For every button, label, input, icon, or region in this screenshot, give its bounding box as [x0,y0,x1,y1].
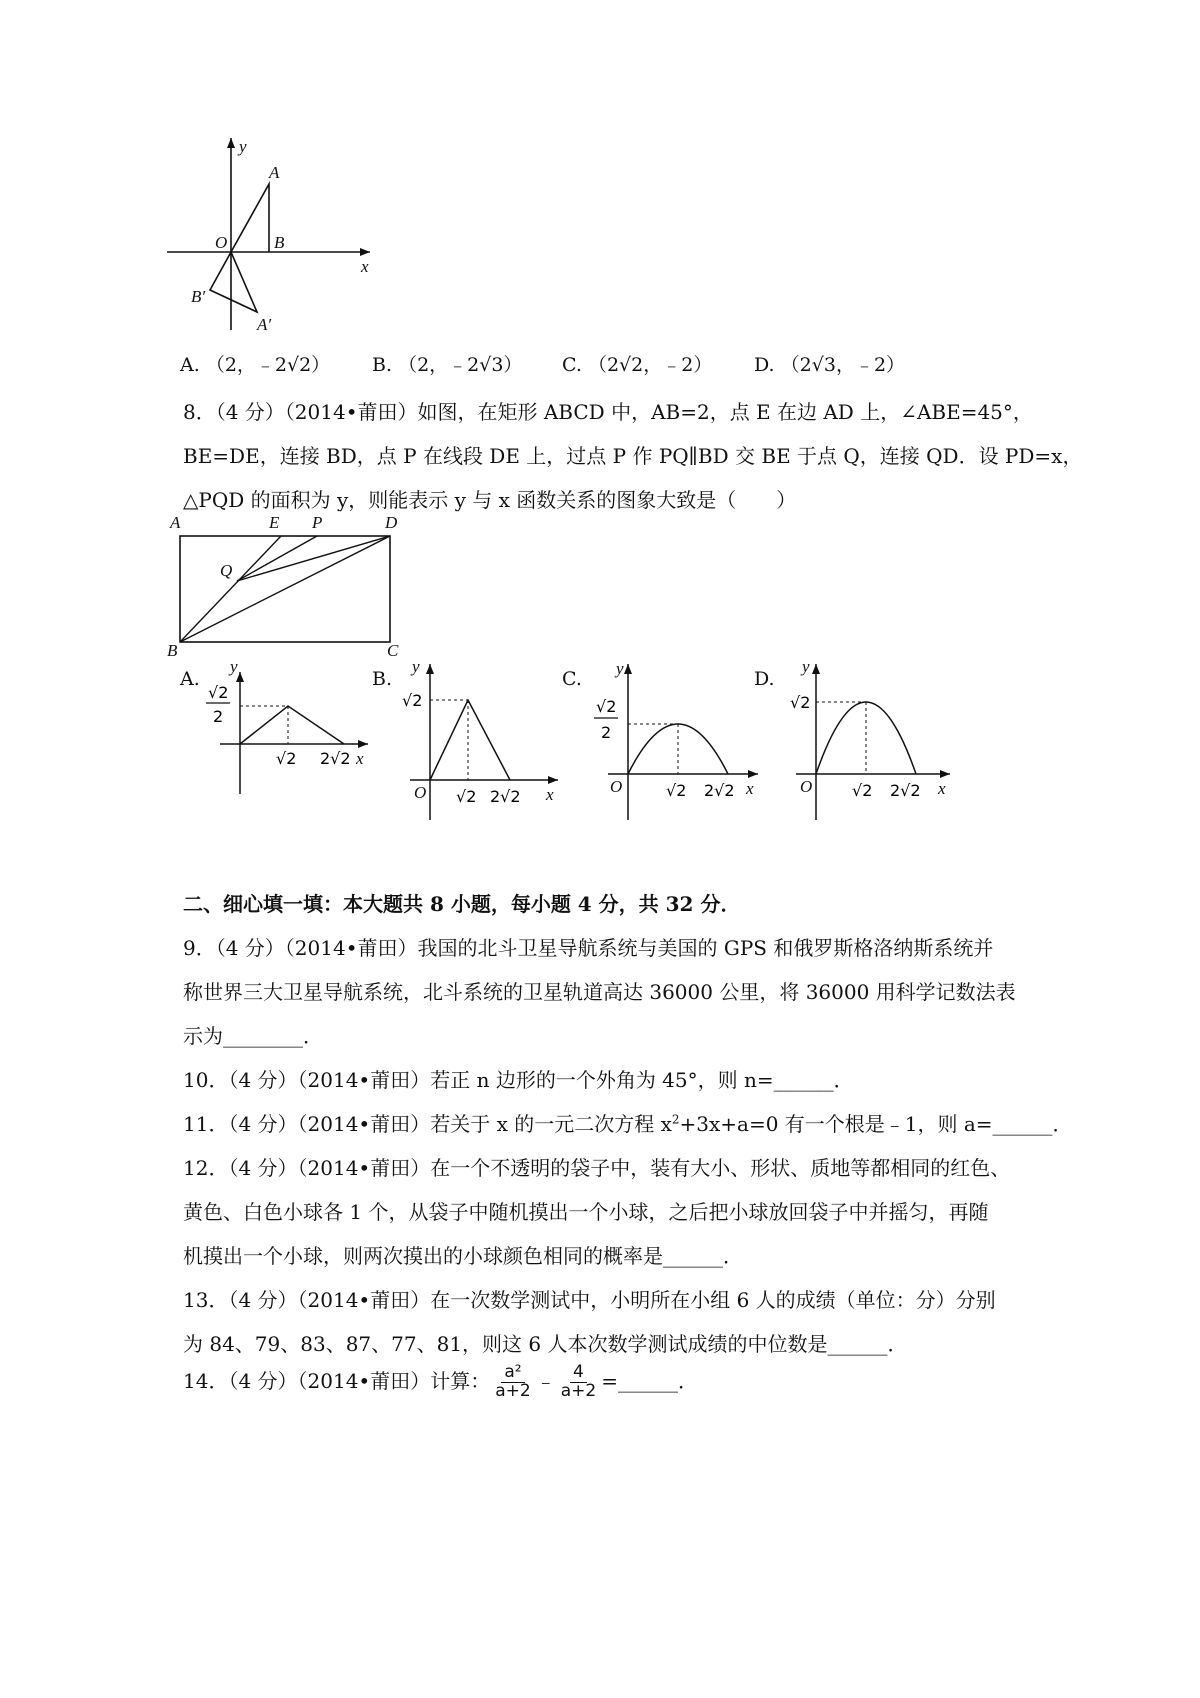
q8-point-a-label: A [170,513,181,532]
q8-b-x-label: x [546,785,554,804]
q7-point-a-prime-label: A′ [257,315,272,334]
q7-point-a-label: A [269,163,280,182]
q8-option-a-graph [200,660,380,800]
q8-option-a-letter: A. [180,668,200,690]
q8-a-frac-den: 2 [213,707,224,726]
q8-a-frac-num: √2 [208,683,229,702]
q8-b-root2-tick: √2 [456,787,477,806]
q8-d-y-label: y [802,657,810,676]
section-2-heading: 二、细心填一填：本大题共 8 小题，每小题 4 分，共 32 分． [183,892,741,916]
q8-point-p-label: P [312,513,323,532]
q14-fraction-1: $\frac{\text{a²}}{a+2}$ [495,1362,531,1401]
q8-a-x-label: x [356,749,364,768]
q8-c-two-root2-tick: 2√2 [704,781,735,800]
q8-option-b-letter: B. [372,668,393,690]
q8-d-root2-tick: √2 [852,781,873,800]
q8-line-3: △PQD 的面积为 y，则能表示 y 与 x 函数关系的图象大致是（ ） [183,488,797,512]
q7-y-label: y [239,137,247,156]
q12-line-2: 黄色、白色小球各 1 个，从袋子中随机摸出一个小球，之后把小球放回袋子中并摇匀，再随 [183,1200,989,1224]
q8-point-e-label: E [269,513,280,532]
q8-c-frac-den: 2 [601,723,612,742]
q8-point-q-label: Q [220,561,233,580]
q7-point-b-label: B [274,233,285,252]
q8-line-1: 8．（4 分）（2014•莆田）如图，在矩形 ABCD 中，AB=2，点 E 在边 AD 上，∠ABE=45°， [183,400,1033,424]
q8-line-2: BE=DE，连接 BD，点 P 在线段 DE 上，过点 P 作 PQ∥BD 交 BE 于点 Q，连接 QD．设 PD=x， [183,444,1083,468]
q13-line-1: 13．（4 分）（2014•莆田）在一次数学测试中，小明所在小组 6 人的成绩（单位：分）分别 [183,1288,996,1312]
q8-b-origin-label: O [414,783,427,802]
q8-c-root2-tick: √2 [666,781,687,800]
q7-x-label: x [361,257,369,276]
q8-point-c-label: C [387,641,399,660]
q8-d-two-root2-tick: 2√2 [890,781,921,800]
q10-text: 10．（4 分）（2014•莆田）若正 n 边形的一个外角为 45°，则 n=______． [183,1068,854,1092]
q8-b-two-root2-tick: 2√2 [490,787,521,806]
q8-option-d-letter: D. [754,668,775,690]
q8-c-origin-label: O [610,777,623,796]
q7-point-b-prime-label: B′ [191,287,206,306]
q8-a-root2-tick: √2 [276,749,297,768]
q8-d-origin-label: O [800,777,813,796]
q8-d-root2-y-tick: √2 [790,693,811,712]
q12-line-3: 机摸出一个小球，则两次摸出的小球颜色相同的概率是______． [183,1244,743,1268]
q7-option-a: A. （2，﹣2√2） [180,354,331,376]
q8-option-b-graph [400,652,570,822]
q7-origin-label: O [215,233,228,252]
q8-c-y-label: y [616,659,624,678]
q8-option-d-graph [790,652,960,822]
q9-line-3: 示为________． [183,1024,323,1048]
q12-line-1: 12．（4 分）（2014•莆田）在一个不透明的袋子中，装有大小、形状、质地等都相同的红色、 [183,1156,1011,1180]
q7-option-d: D. （2√3，﹣2） [754,354,906,376]
q8-rectangle-figure [165,510,410,660]
q8-point-d-label: D [385,513,398,532]
q7-option-c: C. （2√2，﹣2） [562,354,713,376]
q8-a-two-root2-tick: 2√2 [320,749,351,768]
q8-b-root2-y-tick: √2 [402,691,423,710]
q8-point-b-label: B [167,641,178,660]
q14-text: 14．（4 分）（2014•莆田）计算： $\frac{\text{a²}}{a+2}$ ﹣ $\frac{4}{a+2}$ =______． [183,1362,698,1401]
q8-b-y-label: y [412,657,420,676]
q8-a-y-label: y [230,660,238,676]
q8-option-c-letter: C. [562,668,582,690]
q8-option-c-graph [590,652,770,822]
q11-text: 11．（4 分）（2014•莆田）若关于 x 的一元二次方程 $x^2+3x+a=0$ 有一个根是﹣1，则 a=______． [183,1112,1073,1136]
q14-fraction-2: $\frac{4}{a+2}$ [560,1362,597,1401]
q8-d-x-label: x [938,779,946,798]
q8-c-x-label: x [746,779,754,798]
q8-c-frac-num: √2 [596,697,617,716]
q9-line-2: 称世界三大卫星导航系统，北斗系统的卫星轨道高达 36000 公里，将 36000 用科学记数法表 [183,980,1016,1004]
q11-exponent: 2 [671,1112,680,1127]
q7-coordinate-figure [165,130,395,340]
q9-line-1: 9．（4 分）（2014•莆田）我国的北斗卫星导航系统与美国的 GPS 和俄罗斯格洛纳斯系统并 [183,936,994,960]
q13-line-2: 为 84、79、83、87、77、81，则这 6 人本次数学测试成绩的中位数是______． [183,1332,908,1356]
q7-option-b: B. （2，﹣2√3） [372,354,523,376]
